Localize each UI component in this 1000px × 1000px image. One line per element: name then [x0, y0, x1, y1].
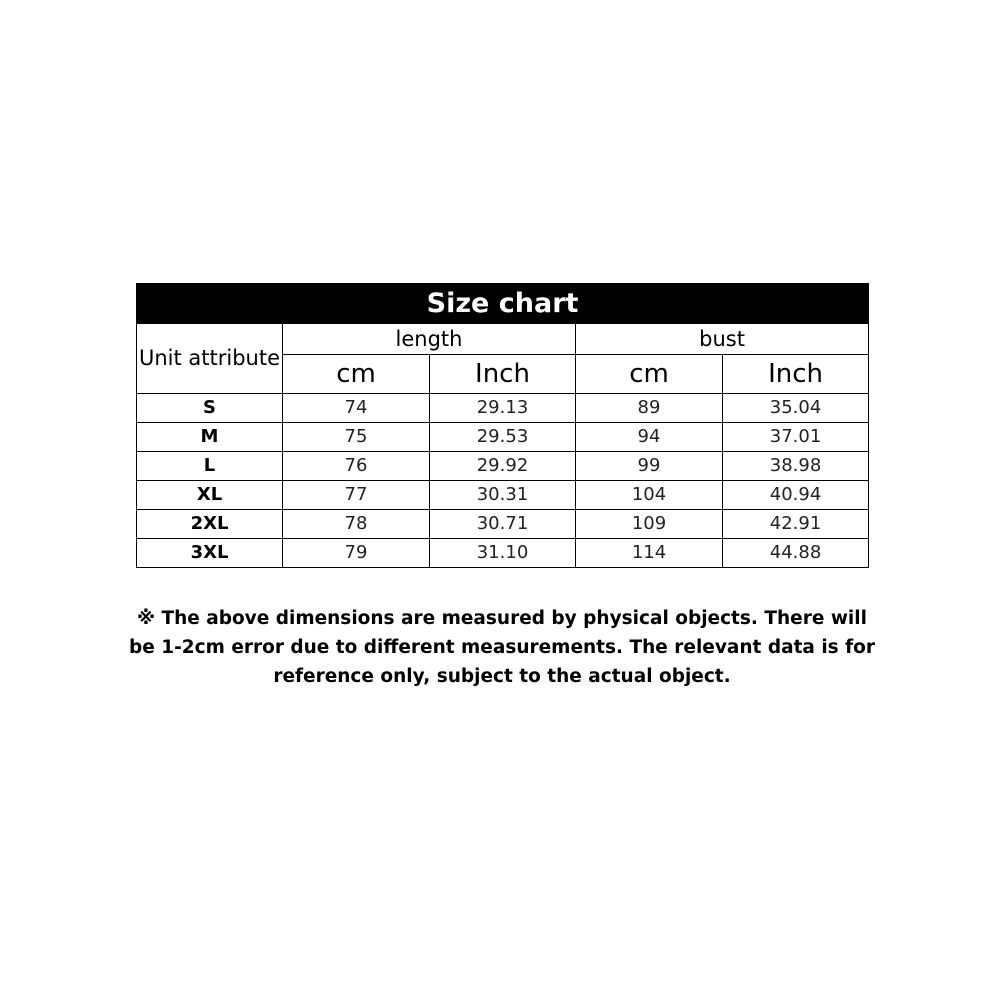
bust-cm-cell: 89	[576, 394, 723, 423]
bust-inch-cell: 35.04	[723, 394, 869, 423]
size-label: M	[137, 423, 283, 452]
unit-header-bust-inch: Inch	[723, 355, 869, 394]
title-row	[137, 284, 869, 324]
size-label: XL	[137, 481, 283, 510]
table-row	[137, 510, 869, 539]
note-line: reference only, subject to the actual object.	[273, 666, 731, 687]
group-header-length: length	[283, 324, 576, 355]
table-row	[137, 423, 869, 452]
bust-cm-cell: 104	[576, 481, 723, 510]
size-chart-table	[136, 283, 869, 568]
bust-cm-cell: 99	[576, 452, 723, 481]
size-label: L	[137, 452, 283, 481]
group-header-bust: bust	[576, 324, 869, 355]
bust-cm-cell: 109	[576, 510, 723, 539]
bust-inch-cell: 44.88	[723, 539, 869, 568]
bust-inch-cell: 42.91	[723, 510, 869, 539]
bust-inch-cell: 38.98	[723, 452, 869, 481]
table-row	[137, 539, 869, 568]
size-label: 3XL	[137, 539, 283, 568]
length-cm-cell: 76	[283, 452, 430, 481]
note-line: ※ The above dimensions are measured by physical objects. There will	[137, 608, 867, 629]
length-inch-cell: 30.71	[430, 510, 576, 539]
length-inch-cell: 30.31	[430, 481, 576, 510]
bust-inch-cell: 37.01	[723, 423, 869, 452]
table-row	[137, 452, 869, 481]
table-row	[137, 394, 869, 423]
length-cm-cell: 78	[283, 510, 430, 539]
length-inch-cell: 31.10	[430, 539, 576, 568]
length-cm-cell: 74	[283, 394, 430, 423]
table-title: Size chart	[137, 284, 869, 324]
length-inch-cell: 29.53	[430, 423, 576, 452]
length-cm-cell: 75	[283, 423, 430, 452]
size-label: S	[137, 394, 283, 423]
length-cm-cell: 79	[283, 539, 430, 568]
unit-attribute-label: Unit attribute	[137, 324, 283, 394]
length-inch-cell: 29.92	[430, 452, 576, 481]
bust-inch-cell: 40.94	[723, 481, 869, 510]
group-header-row	[137, 324, 869, 355]
length-inch-cell: 29.13	[430, 394, 576, 423]
length-cm-cell: 77	[283, 481, 430, 510]
unit-header-bust-cm: cm	[576, 355, 723, 394]
measurement-note	[120, 604, 884, 691]
bust-cm-cell: 114	[576, 539, 723, 568]
size-label: 2XL	[137, 510, 283, 539]
note-line: be 1-2cm error due to different measurements. The relevant data is for	[128, 637, 876, 658]
unit-header-length-cm: cm	[283, 355, 430, 394]
bust-cm-cell: 94	[576, 423, 723, 452]
unit-header-length-inch: Inch	[430, 355, 576, 394]
table-row	[137, 481, 869, 510]
